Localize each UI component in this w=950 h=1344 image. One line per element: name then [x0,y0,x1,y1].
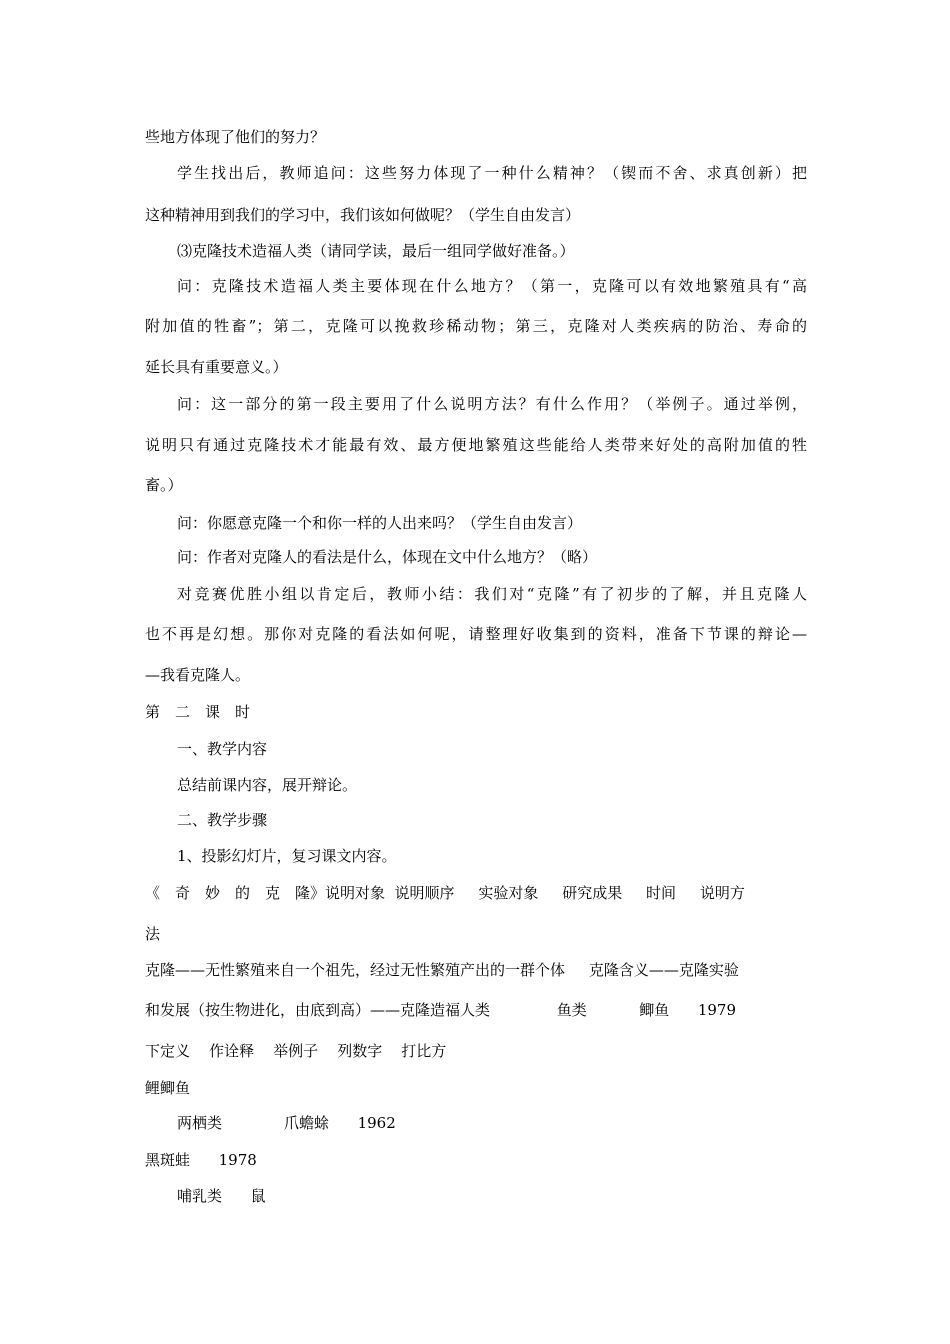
text-line: 哺乳类 鼠 [177,1187,266,1205]
text-line: 总结前课内容，展开辩论。 [177,776,358,794]
text-line: 问：作者对克隆人的看法是什么，体现在文中什么地方？（略） [177,548,598,566]
text-line: 两栖类 爪蟾蜍 1962 [177,1114,396,1132]
text-line: 黑斑蛙 1978 [145,1151,257,1169]
text-line: 问：这一部分的第一段主要用了什么说明方法？有什么作用？（举例子。通过举例， [177,395,807,413]
text-line: 和发展（按生物进化，由底到高）——克隆造福人类 鱼类 鲫鱼 1979 [145,1001,736,1019]
text-line: 也不再是幻想。那你对克隆的看法如何呢，请整理好收集到的资料，准备下节课的辩论— [145,625,807,643]
text-line: 鲤鲫鱼 [145,1079,191,1097]
text-line: —我看克隆人。 [145,666,251,684]
text-line: 克隆——无性繁殖来自一个祖先，经过无性繁殖产出的一群个体 克隆含义——克隆实验 [145,961,739,979]
text-line: 二、教学步骤 [177,811,268,829]
text-line: ⑶克隆技术造福人类（请同学读，最后一组同学做好准备。） [177,242,575,260]
text-line: 一、教学内容 [177,740,268,758]
text-line: 问：你愿意克隆一个和你一样的人出来吗？（学生自由发言） [177,514,583,532]
section-heading: 第 二 课 时 [145,703,251,721]
text-line: 对竞赛优胜小组以肯定后，教师小结：我们对“克隆”有了初步的了解，并且克隆人 [177,585,807,603]
text-line: 《 奇 妙 的 克 隆》说明对象 说明顺序 实验对象 研究成果 时间 说明方 [145,884,745,902]
text-line: 延长具有重要意义。） [145,358,288,376]
text-line: 法 [145,925,161,943]
text-line: 学生找出后，教师追问：这些努力体现了一种什么精神？（锲而不舍、求真创新）把 [177,164,807,182]
text-line: 下定义 作诠释 举例子 列数字 打比方 [145,1042,447,1060]
text-line: 畜。） [145,476,183,494]
text-line: 问：克隆技术造福人类主要体现在什么地方？（第一，克隆可以有效地繁殖具有“高 [177,277,807,295]
text-line: 这种精神用到我们的学习中，我们该如何做呢？（学生自由发言） [145,206,581,224]
text-line: 1、投影幻灯片，复习课文内容。 [177,847,397,865]
text-line: 些地方体现了他们的努力？ [145,128,326,146]
text-line: 说明只有通过克隆技术才能最有效、最方便地繁殖这些能给人类带来好处的高附加值的牲 [145,436,807,454]
text-line: 附加值的牲畜”；第二，克隆可以挽救珍稀动物；第三，克隆对人类疾病的防治、寿命的 [145,317,807,335]
